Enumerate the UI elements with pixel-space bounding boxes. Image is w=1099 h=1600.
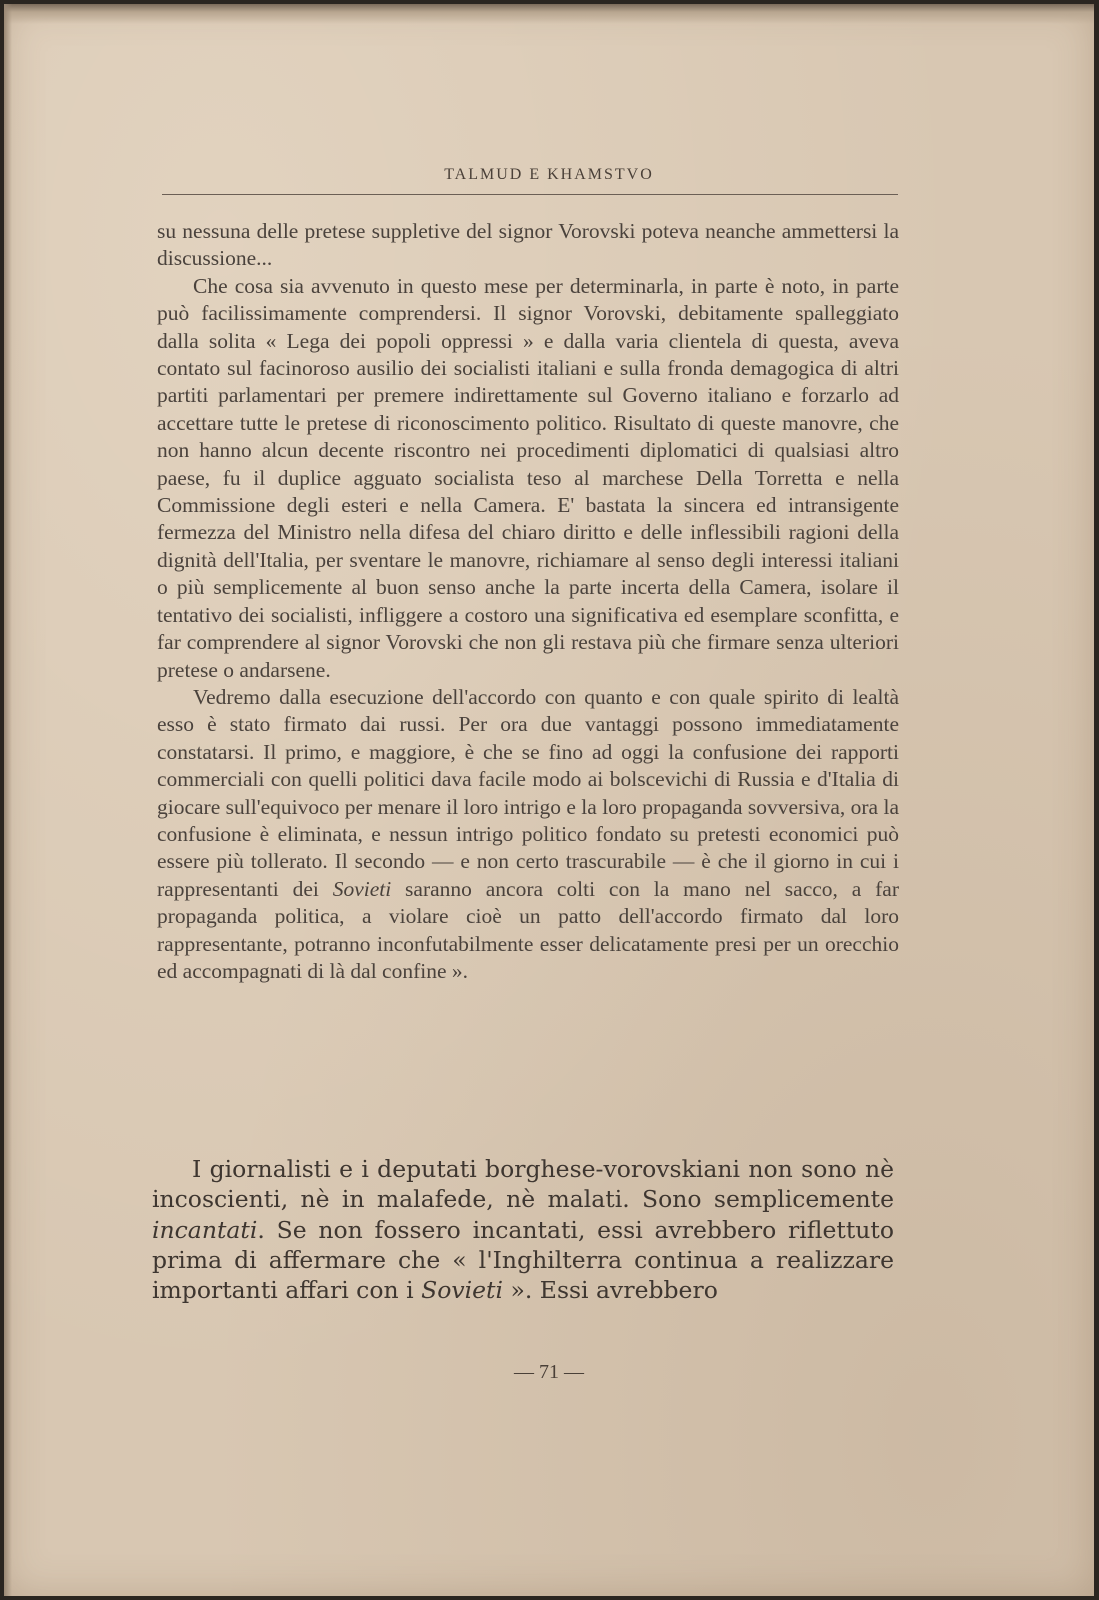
italic-text-run: Sovieti: [332, 876, 392, 901]
paragraph: [152, 1154, 894, 1305]
body-text: [157, 218, 899, 985]
text-run: ». Essi avrebbero: [503, 1276, 718, 1305]
text-run: Che cosa sia avvenuto in questo mese per determinarla, in parte è noto, in parte può facilissimamente comprendersi. Il signor Vorovski, debitamente spalleggiato dalla solita « Lega dei popoli oppressi » e dalla varia clientela di questa, aveva contato sul facinoroso ausilio dei socialisti italiani e sulla fronda demagogica di altri partiti parlamentari per premere indirettamente sul Governo italiano e forzarlo ad accettare tutte le pretese di riconoscimento politico. Risultato di queste manovre, che non hanno alcun decente riscontro nei procedimenti diplomatici di qualsiasi altro paese, fu il duplice agguato socialista teso al marchese Della Torretta e nella Commissione degli esteri e nella Camera. E' bastata la sincera ed intransigente fermezza del Ministro nella difesa del chiaro diritto e delle inflessibili ragioni della dignità dell'Italia, per sventare le manovre, richiamare al senso degli interessi italiani o più semplicemente al buon senso anche la parte incerta della Camera, isolare il tentativo dei socialisti, infliggere a costoro una significativa ed esemplare sconfitta, e far comprendere al signor Vorovski che non gli restava più che firmare senza ulteriori pretese o andarsene.: [157, 273, 899, 682]
paragraph: [157, 273, 899, 684]
text-run: saranno ancora colti con la mano nel sacco, a far propaganda politica, a violare cioè un patto dell'accordo firmato dal loro rappresentante, potranno inconfutabilmente esser delicatamente presi per un orecchio ed accompagnati di là dal confine ».: [157, 876, 899, 983]
page-number: — 71 —: [514, 1361, 584, 1383]
book-page: [4, 4, 1094, 1596]
text-run: I giornalisti e i deputati borghese-vorovskiani non sono nè incoscienti, nè in malafede, nè malati. Sono semplicemente: [152, 1155, 894, 1214]
paragraph: [157, 684, 899, 985]
italic-text-run: Sovieti: [421, 1276, 503, 1305]
large-type-text: [152, 1154, 894, 1305]
text-run: . Se non fossero incantati, essi avrebbero riflettuto prima di affermare che « l'Inghilterra continua a realizzare importanti affari con i: [152, 1215, 894, 1305]
paragraph-continuation: [157, 218, 899, 273]
text-run: su nessuna delle pretese suppletive del signor Vorovski poteva neanche ammettersi la discussione...: [157, 219, 899, 271]
running-head: TALMUD E KHAMSTVO: [444, 166, 654, 183]
text-run: Vedremo dalla esecuzione dell'accordo con quanto e con quale spirito di lealtà esso è stato firmato dai russi. Per ora due vantaggi possono immediatamente constatarsi. Il primo, e maggiore, è che se fino ad oggi la confusione dei rapporti commerciali con quelli politici dava facile modo ai bolscevichi di Russia e d'Italia di giocare sull'equivoco per menare il loro intrigo e la loro propaganda sovversiva, ora la confusione è eliminata, e nessun intrigo politico fondato su pretesti economici può essere più tollerato. Il secondo — e non certo trascurabile — è che il giorno in cui i rappresentanti dei: [157, 684, 899, 901]
header-rule: [162, 194, 898, 195]
italic-text-run: incantati: [152, 1215, 258, 1244]
page-top-edge: [4, 4, 1094, 24]
page-left-edge: [4, 4, 12, 1596]
